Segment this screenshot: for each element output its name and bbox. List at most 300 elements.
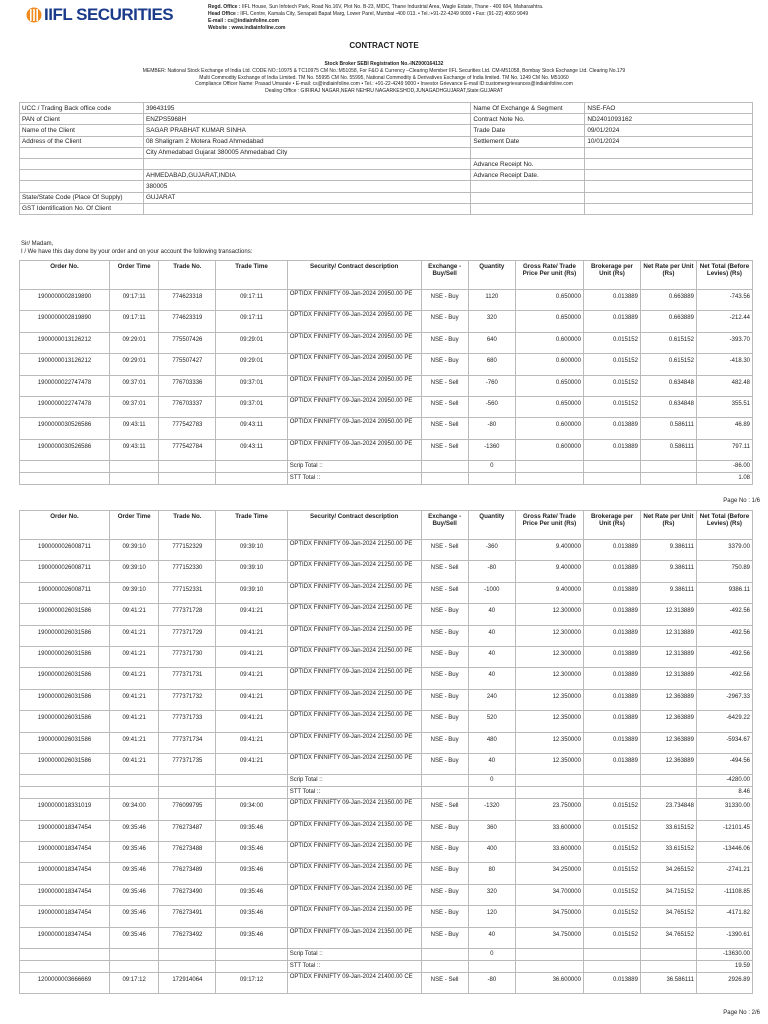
client-field-label: Advance Receipt Date. xyxy=(471,170,585,181)
cell-trade: 776703336 xyxy=(159,375,216,396)
cell-trade: 774623319 xyxy=(159,311,216,332)
total-row xyxy=(20,787,753,799)
cell-otime: 09:39:10 xyxy=(109,561,158,582)
cell-gross: 9.400000 xyxy=(515,540,583,561)
cell-otime xyxy=(109,787,158,799)
commodity-membership: Multi Commodity Exchange of India Limited. TM No. 55995 CM No. 55995, National Commodity & Derivatives Exchange of India limited. TM No. 1249 CM No. M51060 xyxy=(199,74,569,81)
cell-exch: NSE - Sell xyxy=(421,540,468,561)
cell-ttime: 09:35:46 xyxy=(216,842,287,863)
cell-gross: 9.400000 xyxy=(515,582,583,603)
cell-trade: 775507427 xyxy=(159,354,216,375)
cell-qty: 480 xyxy=(468,732,515,753)
cell-total: -1390.61 xyxy=(696,927,752,948)
cell-trade: 777371735 xyxy=(159,753,216,774)
cell-net: 0.615152 xyxy=(640,354,696,375)
registration-details xyxy=(0,61,768,95)
cell-net: 0.615152 xyxy=(640,332,696,353)
trade-row xyxy=(20,354,753,375)
cell-net: 9.386111 xyxy=(640,540,696,561)
cell-ttime xyxy=(216,461,287,473)
cell-net: 34.765152 xyxy=(640,927,696,948)
cell-order: 1900000018347454 xyxy=(20,884,110,905)
client-field-value xyxy=(585,147,753,158)
cell-trade: 776273489 xyxy=(159,863,216,884)
cell-exch: NSE - Buy xyxy=(421,711,468,732)
cell-exch: NSE - Buy xyxy=(421,646,468,667)
cell-net: 12.313889 xyxy=(640,625,696,646)
column-header: Quantity xyxy=(468,261,515,290)
cell-gross: 12.300000 xyxy=(515,625,583,646)
cell-order: 1900000018347454 xyxy=(20,863,110,884)
column-header: Brokerage per Unit (Rs) xyxy=(583,261,640,290)
cell-otime: 09:17:11 xyxy=(109,290,158,311)
cell-net xyxy=(640,787,696,799)
cell-brok: 0.015152 xyxy=(583,396,640,417)
cell-otime: 09:35:46 xyxy=(109,906,158,927)
cell-brok xyxy=(583,961,640,973)
cell-brok: 0.015152 xyxy=(583,354,640,375)
cell-gross: 33.600000 xyxy=(515,842,583,863)
cell-ttime: 09:35:46 xyxy=(216,906,287,927)
trade-row xyxy=(20,540,753,561)
client-field-label: GST Identification No. Of Client xyxy=(20,203,144,214)
client-detail-row xyxy=(20,114,753,125)
cell-net: 12.313889 xyxy=(640,604,696,625)
cell-gross: 0.600000 xyxy=(515,418,583,439)
intro-text: I / We have this day done by your order and on your account the following transactions: xyxy=(21,249,253,255)
cell-total: 8.46 xyxy=(696,787,752,799)
cell-gross: 0.650000 xyxy=(515,290,583,311)
client-field-label xyxy=(20,181,144,192)
cell-net: 33.615152 xyxy=(640,842,696,863)
cell-order: 1900000026008711 xyxy=(20,582,110,603)
cell-gross: 34.700000 xyxy=(515,884,583,905)
cell-trade: 776273488 xyxy=(159,842,216,863)
client-field-value: 39643195 xyxy=(143,103,470,114)
trade-row xyxy=(20,973,753,994)
client-field-label: Contract Note No. xyxy=(471,114,585,125)
cell-brok: 0.013889 xyxy=(583,753,640,774)
column-header: Quantity xyxy=(468,511,515,540)
column-header: Order Time xyxy=(109,511,158,540)
cell-order: 1900000013126212 xyxy=(20,354,110,375)
cell-trade xyxy=(159,961,216,973)
cell-order: 1900000030526586 xyxy=(20,439,110,460)
cell-total: -393.70 xyxy=(696,332,752,353)
column-header: Net Total (Before Levies) (Rs) xyxy=(696,261,752,290)
client-detail-row xyxy=(20,158,753,169)
client-field-label: Trade Date xyxy=(471,125,585,136)
cell-gross xyxy=(515,787,583,799)
cell-otime: 09:41:21 xyxy=(109,711,158,732)
cell-sec: STT Total :: xyxy=(287,473,421,485)
cell-ttime: 09:37:01 xyxy=(216,375,287,396)
cell-ttime: 09:29:01 xyxy=(216,354,287,375)
cell-sec: Scrip Total :: xyxy=(287,775,421,787)
client-field-value: ENZPS5968H xyxy=(143,114,470,125)
cell-order: 1900000018331019 xyxy=(20,799,110,820)
trade-row xyxy=(20,561,753,582)
cell-sec: OPTIDX FINNIFTY 09-Jan-2024 21250.00 PE xyxy=(287,711,421,732)
cell-gross xyxy=(515,775,583,787)
client-field-value: 380005 xyxy=(143,181,470,192)
cell-brok: 0.013889 xyxy=(583,689,640,710)
cell-brok: 0.013889 xyxy=(583,290,640,311)
cell-brok: 0.013889 xyxy=(583,732,640,753)
cell-net: 0.586111 xyxy=(640,439,696,460)
cell-qty: 0 xyxy=(468,775,515,787)
cell-otime: 09:41:21 xyxy=(109,625,158,646)
cell-exch: NSE - Buy xyxy=(421,332,468,353)
head-office-label: Head Office : xyxy=(208,11,239,17)
cell-exch: NSE - Sell xyxy=(421,396,468,417)
cell-net: 0.634848 xyxy=(640,375,696,396)
table-header-row xyxy=(20,261,753,290)
cell-otime: 09:41:21 xyxy=(109,689,158,710)
cell-gross: 0.650000 xyxy=(515,396,583,417)
trade-row xyxy=(20,375,753,396)
cell-sec: OPTIDX FINNIFTY 09-Jan-2024 20950.00 PE xyxy=(287,290,421,311)
client-field-value: 09/01/2024 xyxy=(585,125,753,136)
cell-exch: NSE - Buy xyxy=(421,906,468,927)
cell-ttime: 09:29:01 xyxy=(216,332,287,353)
cell-brok: 0.015152 xyxy=(583,906,640,927)
cell-total: -2741.21 xyxy=(696,863,752,884)
cell-qty: 0 xyxy=(468,949,515,961)
cell-order: 1900000026008711 xyxy=(20,561,110,582)
cell-ttime xyxy=(216,775,287,787)
cell-ttime xyxy=(216,473,287,485)
cell-gross xyxy=(515,461,583,473)
cell-order: 1900000018347454 xyxy=(20,842,110,863)
cell-total: -6429.22 xyxy=(696,711,752,732)
salutation-text: Sir/ Madam, xyxy=(21,241,54,247)
cell-otime: 09:39:10 xyxy=(109,582,158,603)
column-header: Brokerage per Unit (Rs) xyxy=(583,511,640,540)
trade-row xyxy=(20,711,753,732)
head-office-text: IIFL Centre, Kamala City, Senapati Bapat Marg, Lower Parel, Mumbai -400 013. • Tel.:+91-22-4249 9000 • Fax: (91-22) 4060 9049 xyxy=(240,11,529,17)
cell-exch: NSE - Sell xyxy=(421,439,468,460)
client-field-label xyxy=(471,147,585,158)
client-field-value xyxy=(585,170,753,181)
trade-row xyxy=(20,799,753,820)
trade-row xyxy=(20,582,753,603)
cell-total: 9386.11 xyxy=(696,582,752,603)
cell-net: 12.363889 xyxy=(640,689,696,710)
cell-gross xyxy=(515,961,583,973)
client-details-table xyxy=(19,102,753,215)
cell-net xyxy=(640,949,696,961)
cell-otime: 09:35:46 xyxy=(109,842,158,863)
cell-gross: 12.350000 xyxy=(515,711,583,732)
trade-row xyxy=(20,604,753,625)
column-header: Net Rate per Unit (Rs) xyxy=(640,261,696,290)
column-header: Order No. xyxy=(20,261,110,290)
total-row xyxy=(20,775,753,787)
cell-trade: 776273492 xyxy=(159,927,216,948)
client-field-value xyxy=(143,203,470,214)
cell-order: 1900000026031586 xyxy=(20,604,110,625)
cell-net xyxy=(640,775,696,787)
total-row xyxy=(20,949,753,961)
cell-otime: 09:37:01 xyxy=(109,396,158,417)
cell-sec: OPTIDX FINNIFTY 09-Jan-2024 20950.00 PE xyxy=(287,439,421,460)
cell-order xyxy=(20,775,110,787)
trade-row xyxy=(20,332,753,353)
trade-row xyxy=(20,396,753,417)
cell-gross: 12.300000 xyxy=(515,604,583,625)
cell-total: -86.00 xyxy=(696,461,752,473)
cell-order: 1900000026031586 xyxy=(20,711,110,732)
cell-otime: 09:35:46 xyxy=(109,884,158,905)
cell-ttime xyxy=(216,787,287,799)
cell-order: 1900000022747478 xyxy=(20,396,110,417)
client-field-label: State/State Code (Place Of Supply) xyxy=(20,192,144,203)
cell-total: 482.48 xyxy=(696,375,752,396)
cell-order: 1900000022747478 xyxy=(20,375,110,396)
cell-total: -212.44 xyxy=(696,311,752,332)
cell-trade: 776703337 xyxy=(159,396,216,417)
cell-exch xyxy=(421,473,468,485)
client-field-label: Address of the Client xyxy=(20,136,144,147)
cell-net: 0.663889 xyxy=(640,311,696,332)
cell-sec: OPTIDX FINNIFTY 09-Jan-2024 21250.00 PE xyxy=(287,540,421,561)
cell-exch: NSE - Buy xyxy=(421,753,468,774)
trade-row xyxy=(20,418,753,439)
cell-total: 19.59 xyxy=(696,961,752,973)
cell-ttime: 09:41:21 xyxy=(216,604,287,625)
dealing-office: Dealing Office : GIRIRAJ NAGAR,NEAR NEHRU NAGARKESHOD,JUNAGADHGUJARAT,State:GUJARAT xyxy=(265,88,503,95)
cell-brok: 0.015152 xyxy=(583,820,640,841)
iifl-logo-icon xyxy=(26,6,42,24)
cell-trade xyxy=(159,787,216,799)
client-detail-row xyxy=(20,192,753,203)
cell-gross: 0.600000 xyxy=(515,332,583,353)
cell-order: 1900000018347454 xyxy=(20,820,110,841)
cell-qty xyxy=(468,787,515,799)
client-field-value: NSE-FAO xyxy=(585,103,753,114)
cell-total: 750.89 xyxy=(696,561,752,582)
cell-otime: 09:35:46 xyxy=(109,820,158,841)
cell-exch xyxy=(421,787,468,799)
cell-qty: 320 xyxy=(468,884,515,905)
cell-sec: OPTIDX FINNIFTY 09-Jan-2024 21250.00 PE xyxy=(287,646,421,667)
client-field-label xyxy=(471,203,585,214)
cell-net: 33.615152 xyxy=(640,820,696,841)
total-row xyxy=(20,961,753,973)
cell-exch: NSE - Sell xyxy=(421,973,468,994)
logo-text: IIFL SECURITIES xyxy=(44,5,174,24)
cell-trade: 777152329 xyxy=(159,540,216,561)
cell-qty: -1320 xyxy=(468,799,515,820)
cell-ttime: 09:37:01 xyxy=(216,396,287,417)
total-row xyxy=(20,461,753,473)
cell-total: -2967.33 xyxy=(696,689,752,710)
client-field-label xyxy=(471,181,585,192)
cell-sec: OPTIDX FINNIFTY 09-Jan-2024 21250.00 PE xyxy=(287,561,421,582)
client-field-label xyxy=(20,170,144,181)
cell-order xyxy=(20,461,110,473)
client-detail-row xyxy=(20,203,753,214)
cell-sec: OPTIDX FINNIFTY 09-Jan-2024 21350.00 PE xyxy=(287,927,421,948)
cell-qty xyxy=(468,961,515,973)
cell-exch xyxy=(421,949,468,961)
cell-ttime: 09:17:11 xyxy=(216,311,287,332)
cell-otime: 09:17:11 xyxy=(109,311,158,332)
column-header: Net Rate per Unit (Rs) xyxy=(640,511,696,540)
cell-trade: 777371733 xyxy=(159,711,216,732)
cell-brok xyxy=(583,775,640,787)
cell-qty: 40 xyxy=(468,625,515,646)
cell-brok: 0.015152 xyxy=(583,332,640,353)
cell-sec: OPTIDX FINNIFTY 09-Jan-2024 20950.00 PE xyxy=(287,354,421,375)
cell-exch: NSE - Sell xyxy=(421,418,468,439)
cell-trade: 777371734 xyxy=(159,732,216,753)
cell-qty: 0 xyxy=(468,461,515,473)
cell-sec: OPTIDX FINNIFTY 09-Jan-2024 20950.00 PE xyxy=(287,418,421,439)
cell-exch xyxy=(421,961,468,973)
cell-sec: OPTIDX FINNIFTY 09-Jan-2024 21250.00 PE xyxy=(287,753,421,774)
cell-brok: 0.013889 xyxy=(583,418,640,439)
cell-otime: 09:29:01 xyxy=(109,354,158,375)
client-field-value: 08 Shaligram 2 Motera Road Ahmedabad xyxy=(143,136,470,147)
cell-total: 1.08 xyxy=(696,473,752,485)
column-header: Trade No. xyxy=(159,511,216,540)
cell-otime: 09:17:12 xyxy=(109,973,158,994)
cell-gross: 12.300000 xyxy=(515,646,583,667)
cell-qty: 1120 xyxy=(468,290,515,311)
cell-gross: 0.650000 xyxy=(515,375,583,396)
cell-gross: 23.750000 xyxy=(515,799,583,820)
cell-order: 1200000003666669 xyxy=(20,973,110,994)
trade-row xyxy=(20,927,753,948)
cell-qty: -80 xyxy=(468,973,515,994)
cell-otime: 09:41:21 xyxy=(109,604,158,625)
cell-brok: 0.013889 xyxy=(583,973,640,994)
cell-brok xyxy=(583,473,640,485)
cell-total: -743.56 xyxy=(696,290,752,311)
cell-sec: OPTIDX FINNIFTY 09-Jan-2024 21400.00 CE xyxy=(287,973,421,994)
cell-total: -5934.67 xyxy=(696,732,752,753)
page-title: CONTRACT NOTE xyxy=(349,41,419,50)
cell-ttime: 09:41:21 xyxy=(216,625,287,646)
client-detail-row xyxy=(20,181,753,192)
cell-qty: -1360 xyxy=(468,439,515,460)
cell-sec: OPTIDX FINNIFTY 09-Jan-2024 20950.00 PE xyxy=(287,375,421,396)
cell-sec: OPTIDX FINNIFTY 09-Jan-2024 20950.00 PE xyxy=(287,396,421,417)
cell-ttime: 09:39:10 xyxy=(216,540,287,561)
trade-row xyxy=(20,863,753,884)
trade-row xyxy=(20,753,753,774)
cell-brok: 0.015152 xyxy=(583,927,640,948)
trade-row xyxy=(20,668,753,689)
cell-exch: NSE - Sell xyxy=(421,561,468,582)
column-header: Gross Rate/ Trade Price Per unit (Rs) xyxy=(515,261,583,290)
cell-otime xyxy=(109,961,158,973)
cell-sec: OPTIDX FINNIFTY 09-Jan-2024 21350.00 PE xyxy=(287,863,421,884)
cell-order: 1900000026008711 xyxy=(20,540,110,561)
cell-sec: OPTIDX FINNIFTY 09-Jan-2024 21350.00 PE xyxy=(287,842,421,863)
cell-gross: 12.300000 xyxy=(515,668,583,689)
cell-ttime: 09:39:10 xyxy=(216,582,287,603)
cell-otime: 09:34:00 xyxy=(109,799,158,820)
cell-net: 12.363889 xyxy=(640,732,696,753)
client-field-value xyxy=(585,181,753,192)
cell-qty: 400 xyxy=(468,842,515,863)
client-field-value: SAGAR PRABHAT KUMAR SINHA xyxy=(143,125,470,136)
cell-net: 0.586111 xyxy=(640,418,696,439)
trade-row xyxy=(20,646,753,667)
cell-ttime: 09:34:00 xyxy=(216,799,287,820)
cell-trade xyxy=(159,775,216,787)
cell-qty: 80 xyxy=(468,863,515,884)
cell-brok: 0.015152 xyxy=(583,863,640,884)
cell-ttime: 09:35:46 xyxy=(216,927,287,948)
cell-ttime: 09:41:21 xyxy=(216,753,287,774)
cell-sec: OPTIDX FINNIFTY 09-Jan-2024 21350.00 PE xyxy=(287,799,421,820)
cell-gross: 34.250000 xyxy=(515,863,583,884)
client-field-value: City Ahmedabad Gujarat 380005 Ahmedabad City xyxy=(143,147,470,158)
cell-exch: NSE - Buy xyxy=(421,625,468,646)
cell-otime xyxy=(109,949,158,961)
cell-order: 1900000026031586 xyxy=(20,668,110,689)
cell-otime: 09:35:46 xyxy=(109,927,158,948)
cell-otime: 09:41:21 xyxy=(109,753,158,774)
page-number-2: Page No : 2/6 xyxy=(723,1010,760,1016)
trade-row xyxy=(20,906,753,927)
client-detail-row xyxy=(20,125,753,136)
cell-brok: 0.013889 xyxy=(583,311,640,332)
cell-exch: NSE - Buy xyxy=(421,863,468,884)
cell-trade xyxy=(159,473,216,485)
cell-total: -492.56 xyxy=(696,604,752,625)
cell-qty: 40 xyxy=(468,646,515,667)
cell-order: 1900000030526586 xyxy=(20,418,110,439)
cell-order: 1900000026031586 xyxy=(20,646,110,667)
cell-brok: 0.013889 xyxy=(583,646,640,667)
exchange-membership: MEMBER: National Stock Exchange of India Ltd. CODE NO.:10975 & TC10975 CM No.:M51058, For F&O & Currency –Clearing Member IIFL Securities Ltd. CM-M51058, Bombay Stock Exchange Ltd. Clearing No.179 xyxy=(142,67,626,74)
cell-ttime: 09:41:21 xyxy=(216,711,287,732)
cell-exch: NSE - Sell xyxy=(421,799,468,820)
trade-row xyxy=(20,820,753,841)
cell-net xyxy=(640,461,696,473)
column-header: Net Total (Before Levies) (Rs) xyxy=(696,511,752,540)
cell-qty xyxy=(468,473,515,485)
cell-ttime xyxy=(216,961,287,973)
cell-exch: NSE - Buy xyxy=(421,668,468,689)
cell-net: 12.313889 xyxy=(640,646,696,667)
logo xyxy=(26,5,173,25)
column-header: Gross Rate/ Trade Price Per unit (Rs) xyxy=(515,511,583,540)
cell-sec: OPTIDX FINNIFTY 09-Jan-2024 21250.00 PE xyxy=(287,604,421,625)
cell-qty: -80 xyxy=(468,418,515,439)
cell-brok: 0.013889 xyxy=(583,604,640,625)
cell-ttime: 09:17:12 xyxy=(216,973,287,994)
cell-sec: OPTIDX FINNIFTY 09-Jan-2024 21350.00 PE xyxy=(287,906,421,927)
cell-otime: 09:35:46 xyxy=(109,863,158,884)
cell-qty: 40 xyxy=(468,604,515,625)
client-field-value: AHMEDABAD,GUJARAT,INDIA xyxy=(143,170,470,181)
column-header: Order No. xyxy=(20,511,110,540)
cell-order: 1900000026031586 xyxy=(20,753,110,774)
cell-trade: 777371728 xyxy=(159,604,216,625)
page-number-1: Page No : 1/6 xyxy=(723,498,760,504)
cell-sec: STT Total :: xyxy=(287,787,421,799)
cell-total: 355.51 xyxy=(696,396,752,417)
company-header-info xyxy=(208,4,688,32)
trade-row xyxy=(20,311,753,332)
cell-exch: NSE - Buy xyxy=(421,820,468,841)
